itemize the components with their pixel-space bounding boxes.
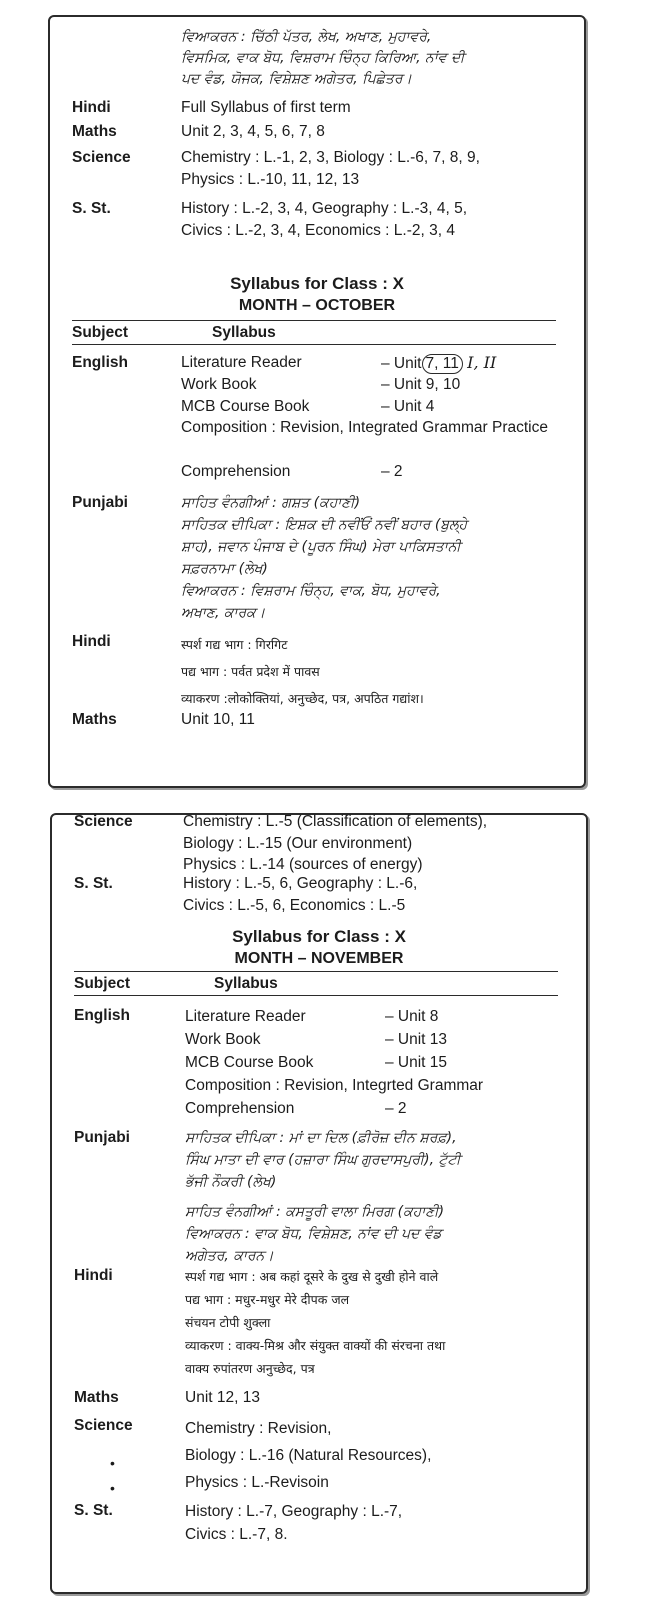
text-line: ਸਾਹਿਤਕ ਦੀਪਿਕਾ : ਇਸ਼ਕ ਦੀ ਨਵੀਂਓਂ ਨਵੀਂ ਬਹਾਰ (ਬੁਲ੍ਹੇ — [181, 517, 468, 533]
text-line: ਸਿੰਘ ਮਾਤਾ ਦੀ ਵਾਰ (ਹਜ਼ਾਰਾ ਸਿੰਘ ਗੁਰਦਾਸਪੁਰੀ), ਟੁੱਟੀ — [185, 1152, 461, 1168]
heading-title: Syllabus for Class : X — [232, 927, 406, 946]
item-name: MCB Course Book — [185, 1054, 314, 1071]
text-line: ਅਖਾਣ, ਕਾਰਕ। — [181, 605, 266, 621]
list-item — [185, 1005, 574, 1028]
item-name: Literature Reader — [181, 354, 302, 371]
syllabus-text — [181, 147, 572, 190]
subject-label: Science — [72, 149, 131, 166]
text-line: ਅਗੇਤਰ, ਕਾਰਨ। — [185, 1248, 274, 1264]
list-item — [181, 374, 572, 396]
circled-units: 7, 11 — [422, 354, 463, 374]
subject-label: Science — [74, 1417, 133, 1434]
item-detail: – Unit 13 — [385, 1031, 448, 1048]
text-line: History : L.-5, 6, Geography : L.-6, — [183, 875, 418, 892]
header-subject: Subject — [74, 975, 130, 992]
english-items — [181, 352, 572, 483]
heading-title: Syllabus for Class : X — [230, 274, 404, 293]
punjabi-grammar-continued — [181, 27, 572, 90]
text-line: ਵਿਸਮਿਕ, ਵਾਕ ਬੋਧ, ਵਿਸ਼ਰਾਮ ਚਿੰਨ੍ਹ ਕਿਰਿਆ, ਨਾਂਵ ਦੀ — [181, 50, 465, 66]
text-line: Chemistry : L.-1, 2, 3, Biology : L.-6, 7, 8, 9, — [181, 149, 480, 166]
text-line: Full Syllabus of first term — [181, 99, 351, 116]
text-line: पद्य भाग : पर्वत प्रदेश में पावस — [181, 664, 320, 679]
divider — [74, 971, 558, 972]
text-line: ਭੱਜੀ ਨੌਕਰੀ (ਲੇਖ) — [185, 1174, 277, 1190]
text-line: स्पर्श गद्य भाग : अब कहां दूसरे के दुख से दुखी होने वाले — [185, 1269, 439, 1284]
item-detail: – Unit 9, 10 — [381, 375, 461, 393]
text-line: Chemistry : Revision, — [185, 1420, 332, 1437]
subject-label: Hindi — [72, 633, 111, 650]
syllabus-card-october — [48, 15, 586, 788]
text-line: Biology : L.-16 (Natural Resources), — [185, 1447, 432, 1464]
syllabus-text — [185, 1500, 574, 1546]
list-item — [185, 1074, 574, 1097]
list-item — [181, 396, 572, 418]
divider — [72, 320, 556, 321]
syllabus-text — [181, 97, 572, 119]
text-line: वाक्य रुपांतरण अनुच्छेद, पत्र — [185, 1361, 315, 1376]
text-line: History : L.-2, 3, 4, Geography : L.-3, 4, 5, — [181, 200, 468, 217]
item-name: Literature Reader — [185, 1008, 306, 1025]
text-line: व्याकरण :लोकोक्तियां, अनुच्छेद, पत्र, अपठित गद्यांश। — [181, 691, 424, 706]
text-line: ਸਾਹਿਤ ਵੰਨਗੀਆਂ : ਕਸਤੂਰੀ ਵਾਲਾ ਮਿਰਗ (ਕਹਾਣੀ) — [185, 1204, 445, 1220]
text-line: Civics : L.-2, 3, 4, Economics : L.-2, 3, 4 — [181, 221, 455, 239]
subject-label: Science — [74, 813, 133, 830]
text-line: ਸਾਹਿਤ ਵੰਨਗੀਆਂ : ਗਸ਼ਤ (ਕਹਾਣੀ) — [181, 495, 361, 511]
subject-label: Punjabi — [72, 494, 128, 511]
item-detail: – Unit 8 — [385, 1008, 439, 1025]
list-item — [181, 461, 572, 483]
syllabus-text — [185, 1415, 574, 1496]
syllabus-text — [185, 1127, 574, 1267]
syllabus-text — [181, 709, 572, 731]
subject-label: S. St. — [72, 200, 111, 217]
section-heading — [52, 925, 586, 970]
text-line: व्याकरण : वाक्य-मिश्र और संयुक्त वाक्यों की संरचना तथा — [185, 1338, 446, 1353]
handwritten-mark: I, II — [467, 353, 497, 372]
list-item — [181, 352, 572, 374]
text-line: Unit 10, 11 — [181, 711, 255, 728]
text-line: History : L.-7, Geography : L.-7, — [185, 1503, 403, 1520]
item-detail: – Unit 4 — [381, 397, 435, 415]
item-detail: – Unit 15 — [385, 1054, 448, 1071]
list-item — [185, 1028, 574, 1051]
subject-label: S. St. — [74, 1502, 113, 1519]
text-line: ਸ਼ਾਹ), ਜਵਾਨ ਪੰਜਾਬ ਦੇ (ਪੂਰਨ ਸਿੰਘ) ਮੇਰਾ ਪਾਕਿਸਤਾਨੀ — [181, 539, 461, 555]
item-name: Composition : Revision, Integrated Grammar Practice — [181, 419, 548, 437]
header-subject: Subject — [72, 324, 128, 341]
header-syllabus: Syllabus — [214, 975, 278, 992]
text-line: ਵਿਆਕਰਨ : ਚਿੱਠੀ ਪੱਤਰ, ਲੇਖ, ਅਖਾਣ, ਮੁਹਾਵਰੇ, — [181, 29, 432, 45]
table-header — [74, 973, 558, 996]
subject-label: English — [74, 1007, 130, 1024]
text-line: ਸਾਹਿਤਕ ਦੀਪਿਕਾ : ਮਾਂ ਦਾ ਦਿਲ (ਫ਼ੀਰੋਜ਼ ਦੀਨ ਸ਼ਰਫ਼), — [185, 1130, 457, 1146]
item-name: MCB Course Book — [181, 397, 310, 415]
syllabus-card-november — [50, 813, 588, 1594]
subject-label: English — [72, 354, 128, 371]
table-header — [72, 322, 556, 345]
subject-label: Maths — [72, 711, 117, 728]
bullet-mark: • — [110, 1480, 115, 1496]
item-name: Composition : Revision, Integrted Grammar — [185, 1077, 484, 1094]
syllabus-text — [183, 811, 574, 876]
text-line: ਵਿਆਕਰਨ : ਵਾਕ ਬੋਧ, ਵਿਸ਼ੇਸ਼ਣ, ਨਾਂਵ ਦੀ ਪਦ ਵੰਡ — [185, 1226, 442, 1242]
syllabus-text — [183, 873, 574, 916]
subject-label: Hindi — [74, 1267, 113, 1284]
syllabus-text — [185, 1387, 574, 1409]
heading-month: MONTH – NOVEMBER — [234, 950, 404, 967]
text-line: Physics : L.-Revisoin — [185, 1474, 329, 1491]
syllabus-text — [181, 121, 572, 143]
syllabus-text — [185, 1265, 574, 1380]
syllabus-text — [181, 198, 572, 241]
list-item — [185, 1051, 574, 1074]
item-name: Work Book — [185, 1031, 261, 1048]
section-heading — [50, 272, 584, 317]
subject-label: Hindi — [72, 99, 111, 116]
subject-label: Punjabi — [74, 1129, 130, 1146]
bullet-mark: • — [110, 1455, 115, 1471]
list-item — [185, 1097, 574, 1120]
text-line: Chemistry : L.-5 (Classification of elements), — [183, 813, 488, 830]
text-line: Unit 12, 13 — [185, 1389, 260, 1406]
item-detail — [381, 352, 496, 375]
subject-label: S. St. — [74, 875, 113, 892]
text-line: Biology : L.-15 (Our environment) — [183, 834, 413, 852]
unit-prefix: – Unit — [381, 355, 422, 372]
text-line: Physics : L.-10, 11, 12, 13 — [181, 170, 360, 188]
item-name: Work Book — [181, 375, 257, 393]
syllabus-text — [181, 631, 572, 712]
item-detail: – 2 — [381, 462, 403, 480]
heading-month: MONTH – OCTOBER — [238, 297, 396, 314]
text-line: Civics : L.-7, 8. — [185, 1526, 288, 1543]
text-line: Civics : L.-5, 6, Economics : L.-5 — [183, 896, 406, 914]
text-line: स्पर्श गद्य भाग : गिरगिट — [181, 637, 288, 652]
text-line: संचयन टोपी शुक्ला — [185, 1315, 271, 1330]
item-name: Comprehension — [185, 1100, 295, 1117]
text-line: ਪਦ ਵੰਡ, ਯੋਜਕ, ਵਿਸ਼ੇਸ਼ਣ ਅਗੇਤਰ, ਪਿਛੇਤਰ। — [181, 71, 412, 87]
text-line: पद्य भाग : मधुर-मधुर मेरे दीपक जल — [185, 1292, 350, 1307]
item-name: Comprehension — [181, 462, 291, 480]
text-line: ਵਿਆਕਰਨ : ਵਿਸ਼ਰਾਮ ਚਿੰਨ੍ਹ, ਵਾਕ, ਬੋਧ, ਮੁਹਾਵਰੇ, — [181, 583, 441, 599]
item-detail: – 2 — [385, 1100, 407, 1117]
text-line: ਸਫ਼ਰਨਾਮਾ (ਲੇਖ) — [181, 561, 268, 577]
text-line: Unit 2, 3, 4, 5, 6, 7, 8 — [181, 123, 325, 140]
english-items — [185, 1005, 574, 1120]
subject-label: Maths — [74, 1389, 119, 1406]
list-item — [181, 417, 572, 461]
subject-label: Maths — [72, 123, 117, 140]
text-line: Physics : L.-14 (sources of energy) — [183, 856, 423, 873]
syllabus-text — [181, 492, 572, 624]
header-syllabus: Syllabus — [212, 324, 276, 341]
